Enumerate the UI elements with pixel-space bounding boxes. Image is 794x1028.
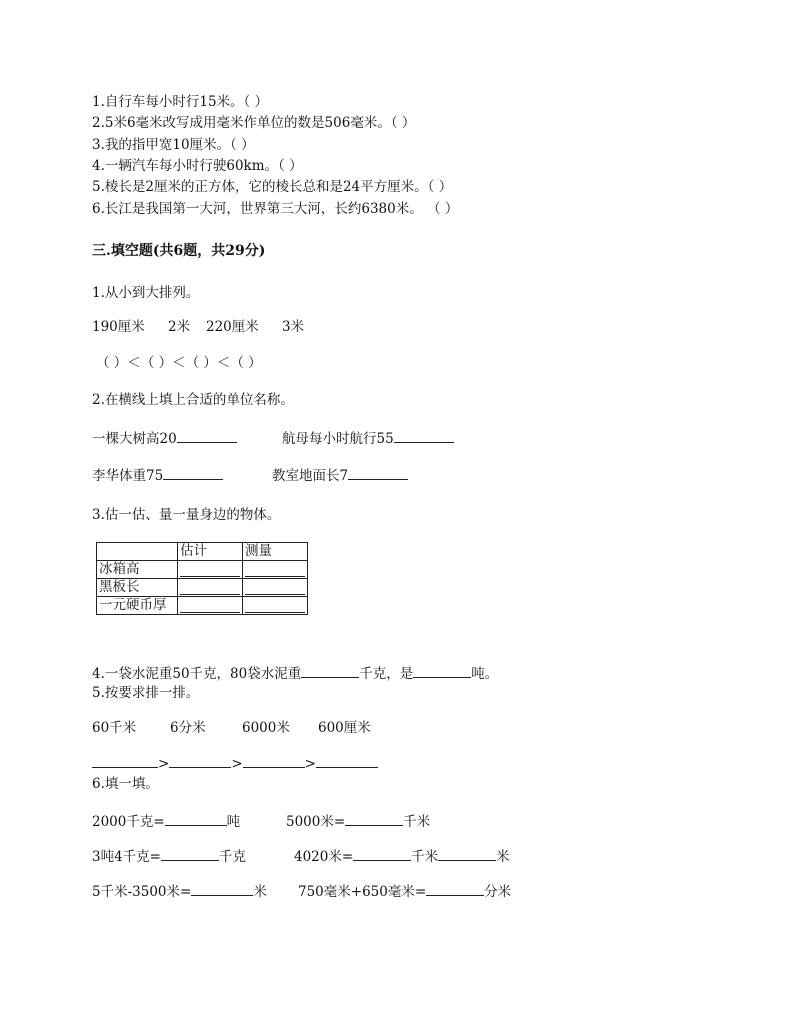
q1-prompt: 1.从小到大排列。: [92, 285, 200, 301]
answer-blank[interactable]: [345, 812, 403, 826]
q6-b1-unit: 千克: [219, 849, 246, 865]
q1-order-row: （ ）＜（ ）＜（ ）＜（ ）: [96, 355, 262, 371]
answer-blank[interactable]: [348, 466, 408, 480]
q6-prompt: 6.填一填。: [92, 776, 159, 792]
q2-floor-label: 教室地面长7: [272, 468, 349, 484]
q5-sep: >: [231, 756, 243, 772]
q6-b2-label: 4020米=: [294, 849, 354, 865]
q6-a1-unit: 吨: [226, 814, 241, 830]
table-row: [97, 579, 308, 597]
answer-blank[interactable]: [161, 847, 219, 861]
q4-part2: 千克，是: [359, 666, 414, 682]
answer-blank[interactable]: [413, 664, 471, 678]
q4-part1: 4.一袋水泥重50千克，80袋水泥重: [92, 666, 302, 682]
q6-c1-unit: 米: [253, 884, 267, 900]
table-row: [97, 561, 308, 579]
row-label: 冰箱高: [97, 561, 178, 579]
q5-item-1: 60千米: [92, 720, 137, 736]
q2-row2-right: [272, 466, 408, 485]
judge-item-6: 6.长江是我国第一大河，世界第三大河，长约6380米。 （ ）: [92, 201, 459, 217]
answer-blank[interactable]: [165, 812, 227, 826]
row-label: 一元硬币厚: [97, 597, 178, 615]
q6-a1: [92, 812, 240, 831]
answer-blank[interactable]: [394, 429, 454, 443]
answer-blank[interactable]: [169, 754, 231, 768]
q6-c1-label: 5千米-3500米=: [92, 884, 192, 900]
q2-row1-left: [92, 429, 237, 448]
judge-item-3: 3.我的指甲宽10厘米。（ ）: [92, 137, 255, 153]
q1-item-3: 220厘米: [206, 319, 259, 335]
answer-blank[interactable]: [92, 754, 158, 768]
answer-blank[interactable]: [426, 882, 484, 896]
q6-a2-label: 5000米=: [286, 814, 346, 830]
answer-blank[interactable]: [163, 466, 223, 480]
row-label: 黑板长: [97, 579, 178, 597]
q2-row1-right: [282, 429, 454, 448]
section-heading: 三.填空题(共6题，共29分): [92, 243, 266, 259]
q6-c2-label: 750毫米+650毫米=: [298, 884, 427, 900]
q2-weight-label: 李华体重75: [92, 468, 164, 484]
q6-a2-unit: 千米: [403, 814, 431, 830]
q6-b2-unit: 米: [496, 849, 510, 865]
table-header-cell: [97, 543, 178, 561]
q5-prompt: 5.按要求排一排。: [92, 685, 200, 701]
q1-item-2: 2米: [168, 319, 191, 335]
q6-b2-mid-unit: 千米: [411, 849, 439, 865]
q5-order-row: [92, 754, 378, 773]
q2-prompt: 2.在横线上填上合适的单位名称。: [92, 392, 294, 408]
answer-blank[interactable]: [316, 754, 378, 768]
q6-b2: [294, 847, 510, 866]
q6-a1-label: 2000千克=: [92, 814, 165, 830]
q6-c2-unit: 分米: [484, 884, 512, 900]
q5-item-2: 6分米: [170, 720, 206, 736]
answer-blank[interactable]: [301, 664, 359, 678]
measure-cell[interactable]: [243, 561, 308, 579]
estimate-cell[interactable]: [178, 579, 243, 597]
measure-cell[interactable]: [243, 597, 308, 615]
q2-carrier-label: 航母每小时航行55: [282, 431, 394, 447]
q5-item-3: 6000米: [242, 720, 290, 736]
q5-item-4: 600厘米: [318, 720, 371, 736]
judge-item-4: 4.一辆汽车每小时行驶60km。（ ）: [92, 158, 303, 174]
q4-line: [92, 664, 498, 683]
q6-c1: [92, 882, 267, 901]
q5-sep: >: [304, 756, 316, 772]
q6-a2: [286, 812, 430, 831]
answer-blank[interactable]: [438, 847, 496, 861]
q6-c2: [298, 882, 511, 901]
table-header-cell: 估计: [178, 543, 243, 561]
answer-blank[interactable]: [243, 754, 305, 768]
answer-blank[interactable]: [191, 882, 253, 896]
q3-prompt: 3.估一估、量一量身边的物体。: [92, 507, 281, 523]
estimate-cell[interactable]: [178, 597, 243, 615]
estimate-table: [96, 542, 308, 615]
judge-item-1: 1.自行车每小时行15米。（ ）: [92, 94, 269, 110]
table-row: [97, 597, 308, 615]
q6-b1-label: 3吨4千克=: [92, 849, 161, 865]
q1-item-4: 3米: [282, 319, 305, 335]
estimate-cell[interactable]: [178, 561, 243, 579]
q2-tree-label: 一棵大树高20: [92, 431, 177, 447]
q2-row2-left: [92, 466, 223, 485]
q4-part3: 吨。: [471, 666, 499, 682]
table-header-cell: 测量: [243, 543, 308, 561]
table-header-row: [97, 543, 308, 561]
answer-blank[interactable]: [177, 429, 237, 443]
judge-item-2: 2.5米6毫米改写成用毫米作单位的数是506毫米。（ ）: [92, 115, 416, 131]
q5-sep: >: [158, 756, 170, 772]
judge-item-5: 5.棱长是2厘米的正方体，它的棱长总和是24平方厘米。（ ）: [92, 179, 453, 195]
q1-item-1: 190厘米: [92, 319, 145, 335]
q6-b1: [92, 847, 246, 866]
measure-cell[interactable]: [243, 579, 308, 597]
answer-blank[interactable]: [353, 847, 411, 861]
